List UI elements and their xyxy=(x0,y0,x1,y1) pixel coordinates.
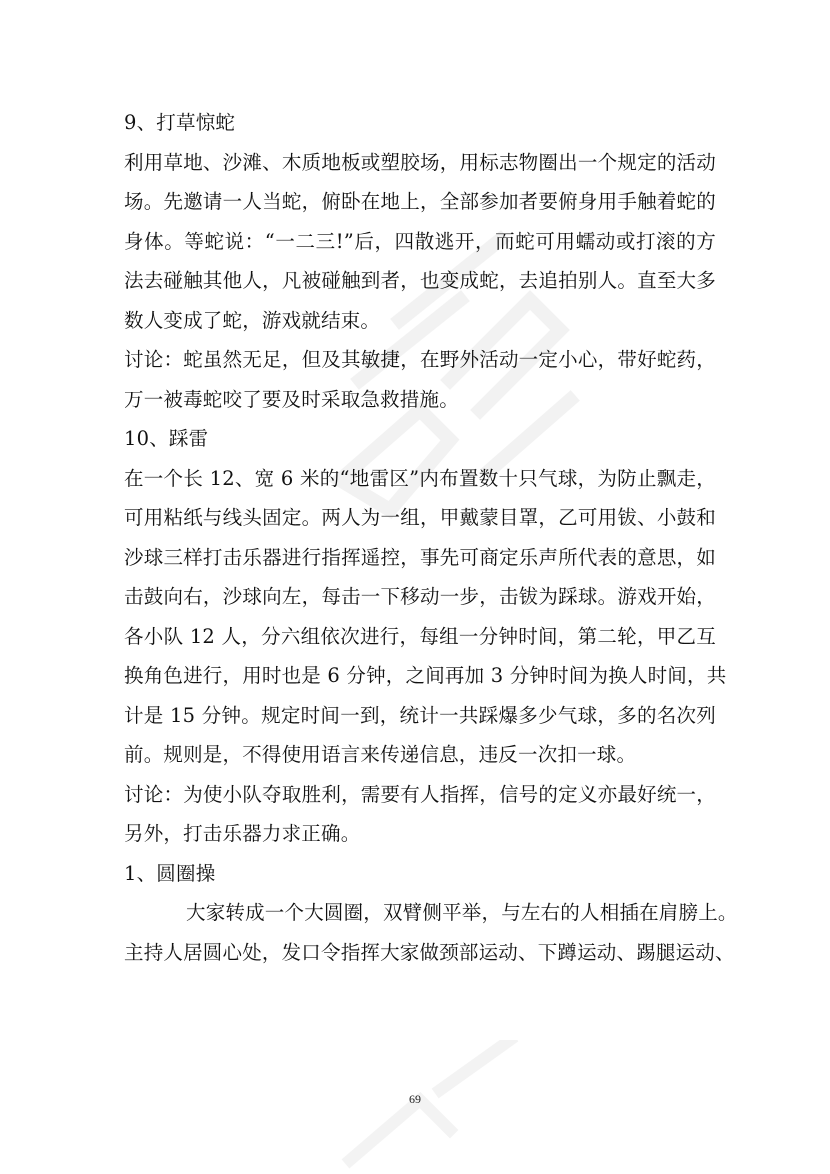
section-heading-9: 9、打草惊蛇 xyxy=(124,111,236,134)
paragraph-line: 换角色进行，用时也是 6 分钟，之间再加 3 分钟时间为换人时间，共 xyxy=(124,664,727,687)
paragraph-line: 法去碰触其他人，凡被碰触到者，也变成蛇，去追拍别人。直至大多 xyxy=(124,269,716,292)
watermark-graphic-bottom xyxy=(330,1040,530,1174)
paragraph-line: 主持人居圆心处，发口令指挥大家做颈部运动、下蹲运动、踢腿运动、 xyxy=(124,940,735,964)
page-number: 69 xyxy=(409,1092,421,1106)
document-body xyxy=(124,103,738,972)
paragraph-line: 大家转成一个大圆圈，双臂侧平举，与左右的人相插在肩膀上。 xyxy=(186,901,738,924)
paragraph-line: 利用草地、沙滩、木质地板或塑胶场，用标志物圈出一个规定的活动 xyxy=(124,150,716,174)
paragraph-line: 沙球三样打击乐器进行指挥遥控，事先可商定乐声所代表的意思，如 xyxy=(124,545,716,569)
paragraph-line: 数人变成了蛇，游戏就结束。 xyxy=(124,308,381,332)
paragraph-line: 前。规则是，不得使用语言来传递信息，违反一次扣一球。 xyxy=(124,743,637,766)
discussion-line: 万一被毒蛇咬了要及时采取急救措施。 xyxy=(124,387,459,411)
paragraph-line: 可用粘纸与线头固定。两人为一组，甲戴蒙目罩，乙可用钹、小鼓和 xyxy=(124,506,716,529)
discussion-line: 另外，打击乐器力求正确。 xyxy=(124,822,361,845)
section-heading-10: 10、踩雷 xyxy=(124,427,209,450)
paragraph-line: 场。先邀请一人当蛇，俯卧在地上，全部参加者要俯身用手触着蛇的 xyxy=(124,190,716,213)
paragraph-line: 计是 15 分钟。规定时间一到，统计一共踩爆多少气球，多的名次列 xyxy=(124,703,716,727)
section-heading-1: 1、圆圈操 xyxy=(124,861,216,885)
paragraph-line: 击鼓向右，沙球向左，每击一下移动一步，击钹为踩球。游戏开始， xyxy=(124,585,716,608)
paragraph-line: 在一个长 12、宽 6 米的“地雷区”内布置数十只气球，为防止飘走， xyxy=(124,466,716,490)
discussion-line: 讨论：蛇虽然无足，但及其敏捷，在野外活动一定小心，带好蛇药， xyxy=(124,348,716,371)
paragraph-line: 身体。等蛇说：“一二三!”后，四散逃开，而蛇可用蠕动或打滚的方 xyxy=(124,229,716,253)
discussion-line: 讨论：为使小队夺取胜利，需要有人指挥，信号的定义亦最好统一， xyxy=(124,782,716,806)
paragraph-line: 各小队 12 人，分六组依次进行，每组一分钟时间，第二轮，甲乙互 xyxy=(124,624,716,648)
